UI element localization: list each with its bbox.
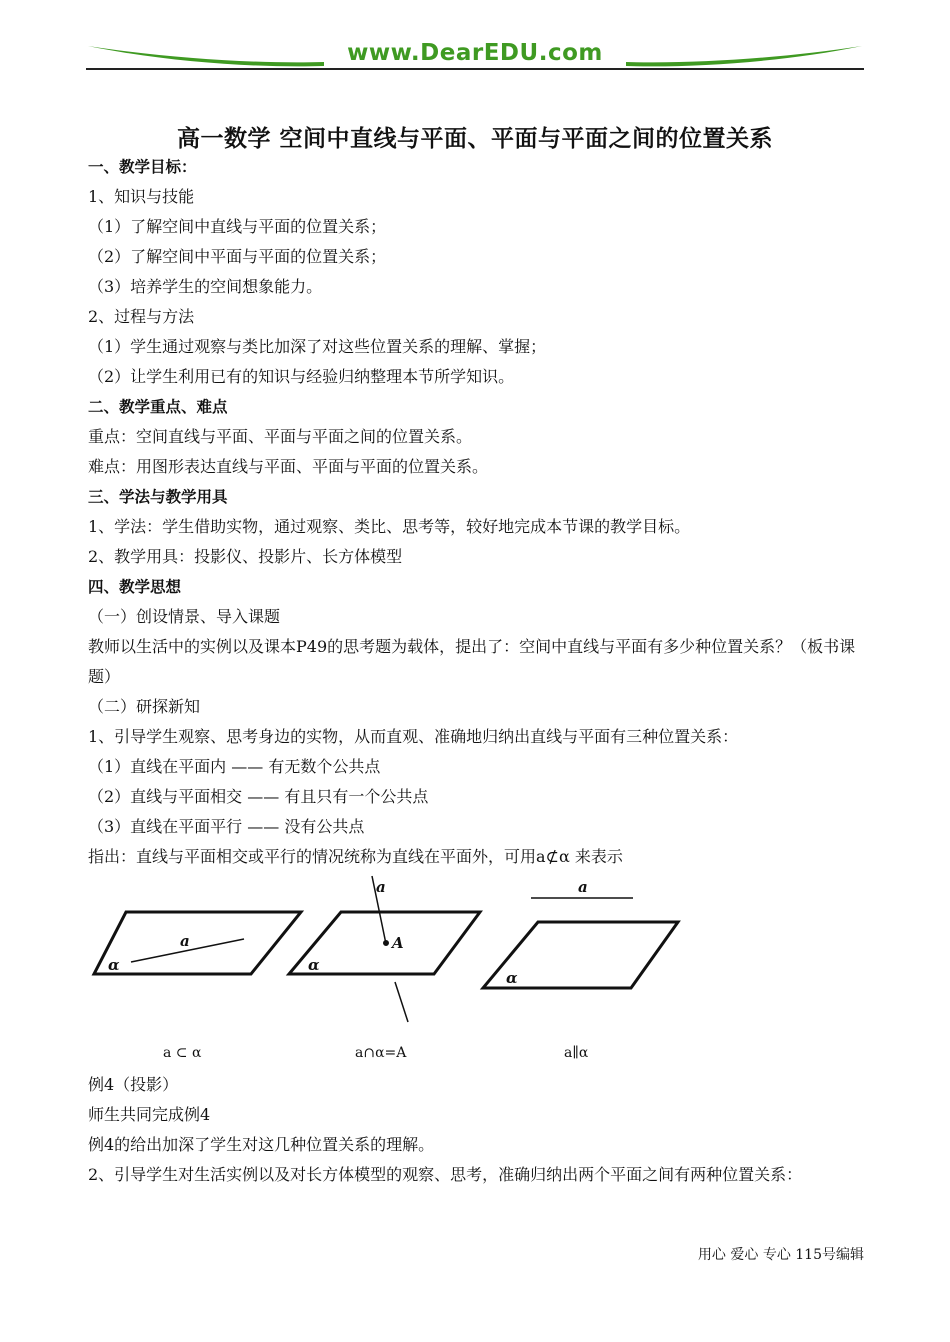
- site-logo[interactable]: www.DearEDU.com: [347, 40, 603, 66]
- paragraph: 例4的给出加深了学生对这几种位置关系的理解。: [88, 1135, 435, 1154]
- paragraph: 2、引导学生对生活实例以及对长方体模型的观察、思考，准确归纳出两个平面之间有两种位置关系：: [88, 1165, 803, 1184]
- section-heading: 一、教学目标：: [88, 158, 197, 176]
- paragraph: 师生共同完成例4: [88, 1105, 211, 1124]
- document-body-continued: [88, 1070, 868, 1190]
- label-line-a: a: [180, 932, 190, 950]
- document-title: 高一数学 空间中直线与平面、平面与平面之间的位置关系: [176, 125, 773, 152]
- label-line-a: a: [376, 878, 386, 896]
- paragraph: （二）研探新知: [88, 697, 201, 716]
- section-heading: 二、教学重点、难点: [88, 398, 228, 416]
- label-line-a: a: [578, 878, 588, 896]
- site-header: [86, 38, 864, 74]
- paragraph: （3）培养学生的空间想象能力。: [88, 277, 323, 296]
- section-heading: 三、学法与教学用具: [88, 488, 228, 506]
- paragraph: 1、知识与技能: [88, 187, 195, 206]
- paragraph: 2、过程与方法: [88, 307, 195, 326]
- paragraph: （2）让学生利用已有的知识与经验归纳整理本节所学知识。: [88, 367, 515, 386]
- section-heading: 四、教学思想: [88, 578, 182, 596]
- paragraph: 难点：用图形表达直线与平面、平面与平面的位置关系。: [88, 457, 489, 476]
- paragraph: （一）创设情景、导入课题: [88, 607, 281, 626]
- figure-caption: a∥α: [564, 1045, 589, 1061]
- label-plane-alpha: α: [108, 956, 120, 974]
- paragraph: 例4（投影）: [88, 1075, 179, 1094]
- document-body: [88, 152, 868, 872]
- paragraph: （1）学生通过观察与类比加深了对这些位置关系的理解、掌握；: [88, 337, 547, 356]
- figure-caption: a∩α=A: [355, 1045, 407, 1061]
- paragraph: （2）直线与平面相交 —— 有且只有一个公共点: [88, 787, 429, 806]
- label-plane-alpha: α: [506, 969, 518, 987]
- paragraph: 重点：空间直线与平面、平面与平面之间的位置关系。: [88, 427, 473, 446]
- paragraph: 1、学法：学生借助实物，通过观察、类比、思考等，较好地完成本节课的教学目标。: [88, 517, 691, 536]
- line-intersect-plane-diagram: [289, 876, 480, 1022]
- figure-caption: a ⊂ α: [163, 1045, 202, 1061]
- paragraph: 2、教学用具：投影仪、投影片、长方体模型: [88, 547, 403, 566]
- header-rule: [86, 68, 864, 70]
- line-in-plane-diagram: [94, 912, 301, 974]
- paragraph: （3）直线在平面平行 —— 没有公共点: [88, 817, 365, 836]
- line-parallel-plane-diagram: [483, 878, 678, 988]
- page-footer: 用心 爱心 专心 115号编辑: [697, 1247, 864, 1263]
- label-plane-alpha: α: [308, 956, 320, 974]
- paragraph: （2）了解空间中平面与平面的位置关系；: [88, 247, 387, 266]
- label-point-a: A: [392, 934, 404, 952]
- paragraph: 1、引导学生观察、思考身边的实物，从而直观、准确地归纳出直线与平面有三种位置关系：: [88, 727, 739, 746]
- paragraph: （1）了解空间中直线与平面的位置关系；: [88, 217, 387, 236]
- paragraph: （1）直线在平面内 —— 有无数个公共点: [88, 757, 381, 776]
- paragraph: 教师以生活中的实例以及课本P49的思考题为载体，提出了：空间中直线与平面有多少种位置关系？（板书课题）: [88, 637, 856, 686]
- line-plane-figure: [86, 872, 686, 1032]
- paragraph: 指出：直线与平面相交或平行的情况统称为直线在平面外，可用a⊄α 来表示: [88, 847, 623, 866]
